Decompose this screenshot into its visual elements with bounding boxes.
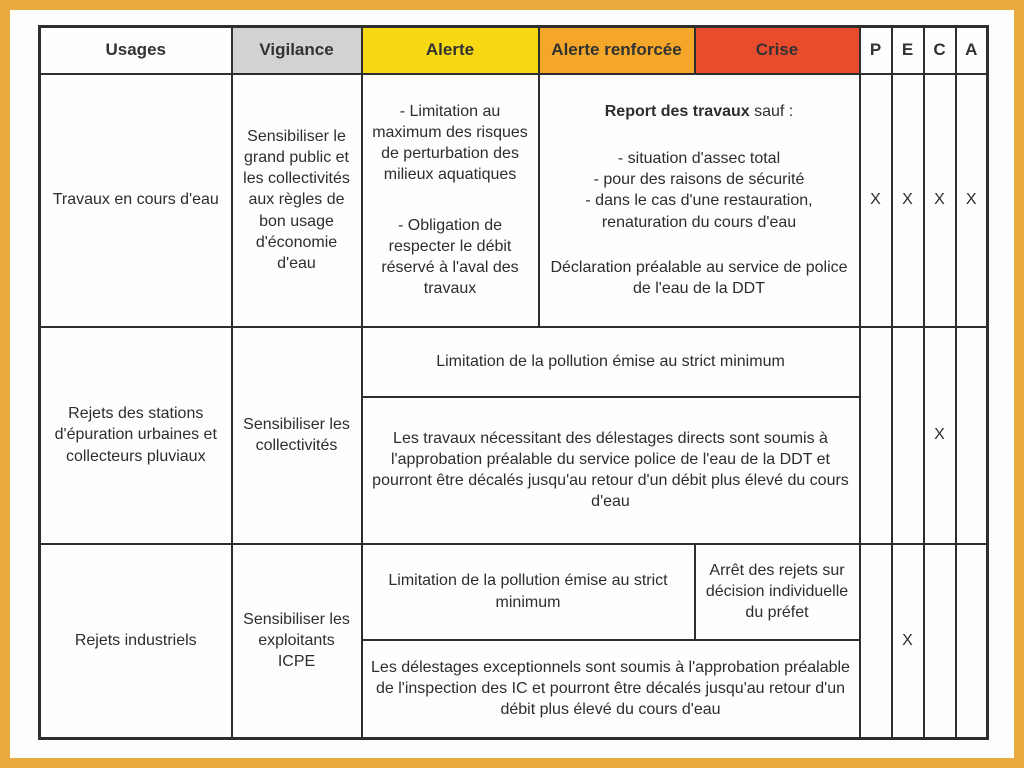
cell-travaux-e: X: [892, 74, 924, 327]
col-header-usages: Usages: [40, 27, 232, 74]
col-header-e: E: [892, 27, 924, 74]
row-travaux: [40, 74, 988, 327]
col-header-crise: Crise: [695, 27, 860, 74]
travaux-bullet-2: - pour des raisons de sécurité: [593, 171, 805, 189]
travaux-merged-title-bold: Report des travaux: [604, 103, 750, 121]
cell-industriels-e: X: [892, 544, 924, 739]
cell-stations-e: [892, 327, 924, 544]
cell-stations-delestages: Les travaux nécessitant des délestages directs sont soumis à l'approbation préalable du service police de l'eau de la DDT et pourront être décalés jusqu'au retour d'un débit plus élevé du cours d'eau: [362, 397, 860, 544]
cell-industriels-c: [924, 544, 956, 739]
drought-restrictions-table: [38, 25, 989, 740]
cell-industriels-a: [956, 544, 988, 739]
cell-travaux-c: X: [924, 74, 956, 327]
col-header-alerte: Alerte: [362, 27, 539, 74]
travaux-alerte-item-2: - Obligation de respecter le débit réservé à l'aval des travaux: [381, 217, 519, 298]
col-header-alerte-renforcee: Alerte renforcée: [539, 27, 695, 74]
cell-industriels-p: [860, 544, 892, 739]
cell-travaux-p: X: [860, 74, 892, 327]
cell-travaux-a: X: [956, 74, 988, 327]
cell-travaux-renforcee-crise: [539, 74, 860, 327]
cell-industriels-limitation: Limitation de la pollution émise au strict minimum: [362, 544, 695, 640]
cell-stations-usage: Rejets des stations d'épuration urbaines et collecteurs pluviaux: [40, 327, 232, 544]
cell-industriels-usage: Rejets industriels: [40, 544, 232, 739]
cell-stations-p: [860, 327, 892, 544]
cell-travaux-usage: Travaux en cours d'eau: [40, 74, 232, 327]
travaux-bullet-3: - dans le cas d'une restauration, renaturation du cours d'eau: [585, 192, 813, 231]
travaux-merged-title-rest: sauf :: [749, 103, 794, 121]
row-industriels-top: [40, 544, 988, 640]
travaux-bullet-1: - situation d'assec total: [617, 150, 781, 168]
col-header-a: A: [956, 27, 988, 74]
header-row: [40, 27, 988, 74]
travaux-merged-title: [547, 101, 852, 122]
row-stations-top: [40, 327, 988, 397]
col-header-vigilance: Vigilance: [232, 27, 362, 74]
cell-travaux-alerte: [362, 74, 539, 327]
cell-stations-vigilance: Sensibiliser les collectivités: [232, 327, 362, 544]
travaux-merged-bullets: [547, 148, 852, 232]
travaux-alerte-item-1: - Limitation au maximum des risques de perturbation des milieux aquatiques: [372, 102, 528, 183]
col-header-p: P: [860, 27, 892, 74]
travaux-merged-footer: Déclaration préalable au service de police de l'eau de la DDT: [550, 258, 848, 297]
cell-industriels-arret: Arrêt des rejets sur décision individuelle du préfet: [695, 544, 860, 640]
cell-industriels-delestages: Les délestages exceptionnels sont soumis à l'approbation préalable de l'inspection des IC et pourront être décalés jusqu'au retour d'un débit plus élevé du cours d'eau: [362, 640, 860, 739]
col-header-c: C: [924, 27, 956, 74]
cell-stations-c: X: [924, 327, 956, 544]
cell-stations-a: [956, 327, 988, 544]
cell-travaux-vigilance: Sensibiliser le grand public et les collectivités aux règles de bon usage d'économie d'eau: [232, 74, 362, 327]
cell-industriels-vigilance: Sensibiliser les exploitants ICPE: [232, 544, 362, 739]
cell-stations-limitation: Limitation de la pollution émise au strict minimum: [362, 327, 860, 397]
